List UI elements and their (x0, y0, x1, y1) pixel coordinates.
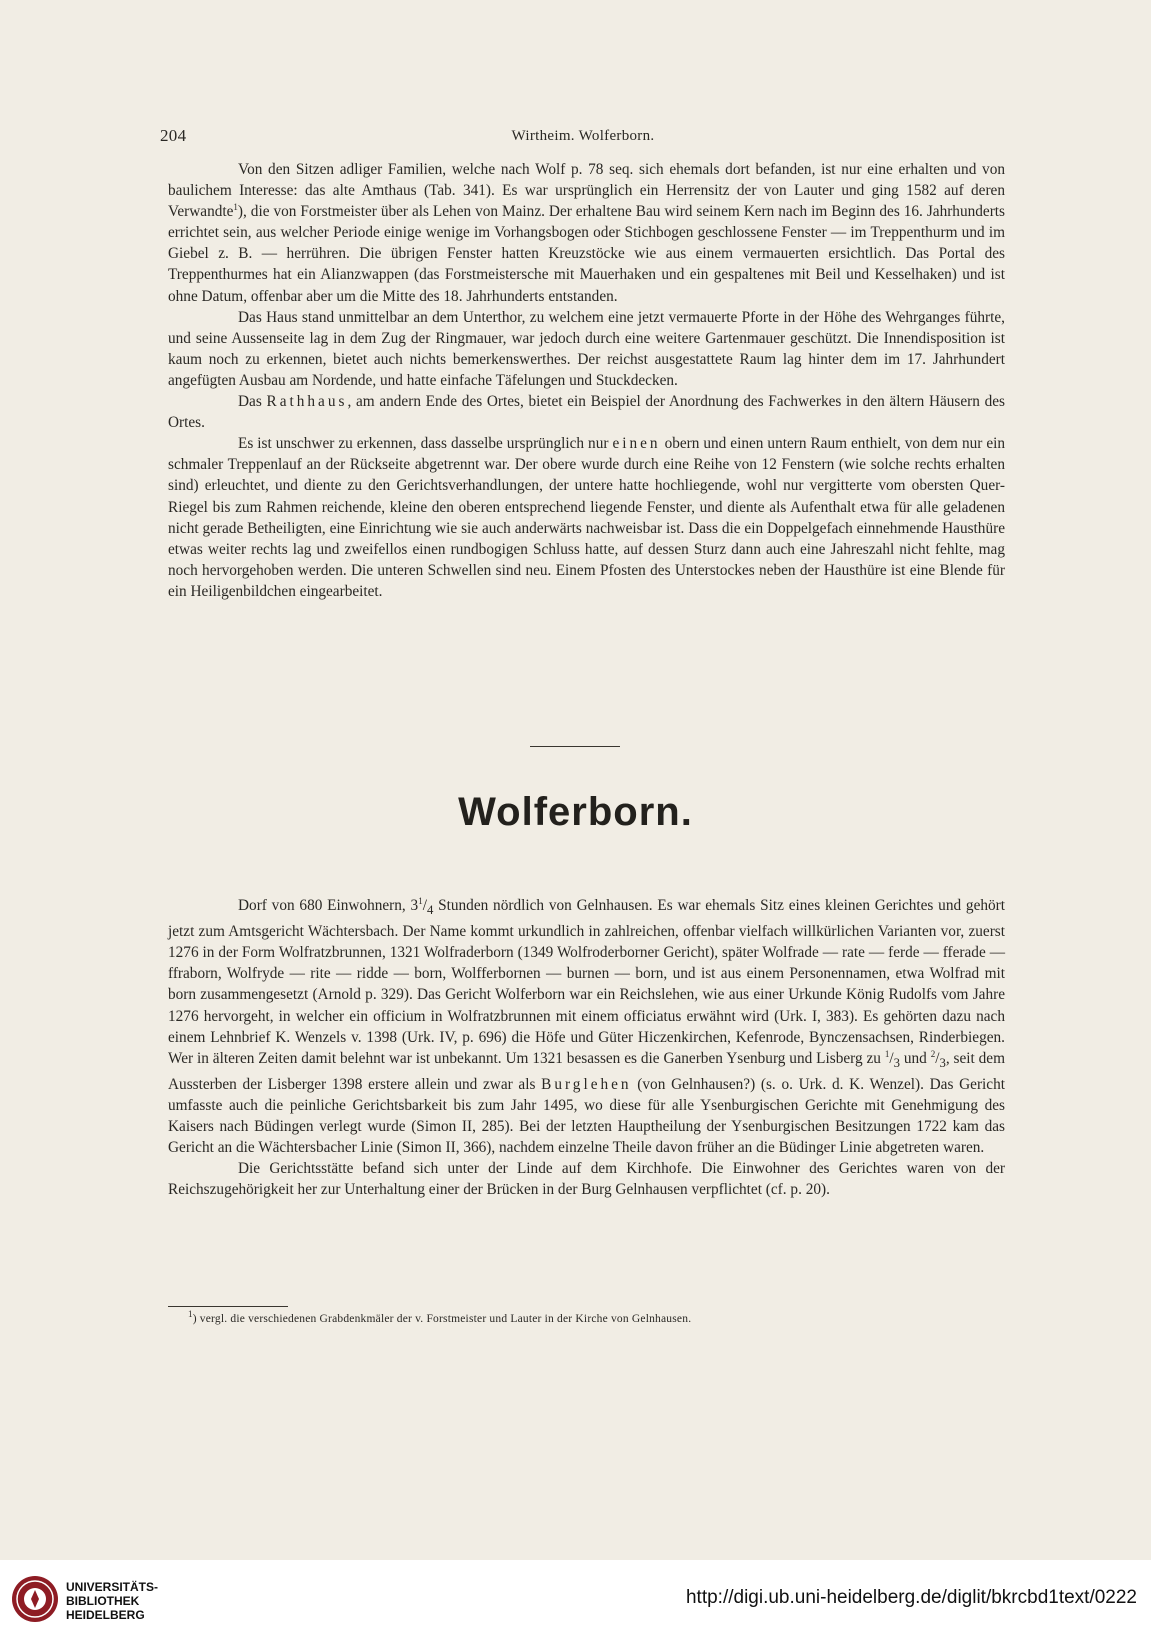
paragraph: Dorf von 680 Einwohnern, $3^1/_4$ Stunden nördlich von Gelnhausen. Es war ehemals Sitz eines kleinen Gerichtes und gehört jetzt zum Amtsgericht Wächtersbach. Der Name kommt urkundlich in zahlreichen, offenbar vielfach willkürlichen Varianten vor, zuerst 1276 in der Form Wolfratzbrunnen, 1321 Wolfraderborn (1349 Wolfroderborner Gericht), später Wolfrade — rate — ferde — fferade — ffraborn, Wolfryde — rite — ridde — born, Wolfferbornen — burnen — born, und ist aus einem Personennamen, etwa Wolfrad mit born zusammengesetzt (Arnold p. 329). Das Gericht Wolferborn war ein Reichslehen, wie aus einer Urkunde König Rudolfs vom Jahre 1276 hervorgeht, in welcher ein officium in Wolfratzbrunnen mit einem officiatus erwähnt wird (Urk. I, 383). Es gehörten dazu nach einem Lehnbrief K. Wenzels v. 1398 (Urk. IV, p. 696) die Höfe und Güter Hiczenkirchen, Kefenrode, Bynczensachsen, Rinderbiegen. Wer in älteren Zeiten damit belehnt war ist unbekannt. Um 1321 besassen es die Ganerben Ysenburg und Lisberg zu $^1/_3$ und $^2/_3$, seit dem Aussterben der Lisberger 1398 erstere allein und zwar als Burglehen (von Gelnhausen?) (s. o. Urk. d. K. Wenzel). Das Gericht umfasste auch die peinliche Gerichtsbarkeit bis zum Jahr 1495, wo diese für alle Ysenburgischen Gerichte mit Genehmigung des Kaisers nach Büdingen verlegt wurde (Simon II, 285). Bei der letzten Hauptheilung der Ysenburgischen Besitzungen 1722 kam das Gericht an die Wächtersbacher Linie (Simon II, 366), nachdem einzelne Theile davon früher an die Büdinger Linie abgetreten waren. (168, 895, 1006, 1157)
footnote-ref: 1 (233, 202, 238, 213)
spaced-term: einen (612, 435, 661, 453)
paragraph: Von den Sitzen adliger Familien, welche nach Wolf p. 78 seq. sich ehemals dort befanden, ist nur eine erhalten und von baulichem Interesse: das alte Amthaus (Tab. 341). Es war ursprünglich ein Herrensitz der von Lauter und ging 1582 auf deren Verwandte$^1$), die von Forstmeister über als Lehen von Mainz. Der erhaltene Bau wird seinem Kern nach im Beginn des 16. Jahrhunderts errichtet sein, aus welcher Periode einige wenige im Vorhangsbogen oder Stichbogen geschlossene Fenster — im Treppenthurm und im Giebel z. B. — herrühren. Die übrigen Fenster hatten Kreuzstöcke wie aus einem vermauerten ersichtlich. Das Portal des Treppenthurmes hat ein Alianzwappen (das Forstmeistersche mit Mauerhaken und ein gespaltenes mit Beil und Kesselhaken) und ist ohne Datum, offenbar aber um die Mitte des 18. Jahrhunderts entstanden. (168, 161, 1005, 305)
running-title: Wirtheim. Wolferborn. (511, 128, 655, 144)
paragraph: Das Rathhaus, am andern Ende des Ortes, bietet ein Beispiel der Anordnung des Fachwerkes in den ältern Häusern des Ortes. (168, 393, 1005, 432)
library-name: UNIVERSITÄTS- BIBLIOTHEK HEIDELBERG (66, 1580, 159, 1622)
section-divider (530, 746, 620, 747)
university-seal-icon (10, 1574, 60, 1624)
spaced-term: Burglehen (541, 1075, 632, 1093)
paragraph: Es ist unschwer zu erkennen, dass dasselbe ursprünglich nur einen obern und einen untern Raum enthielt, von dem nur ein schmaler Treppenlauf an der Rückseite abgetrennt war. Der obere wurde durch eine Reihe von 12 Fenstern (wie solche rechts erhalten sind) erleuchtet, und diente zu den Gerichtsverhandlungen, der untere hatte hochliegende, wohl nur vergitterte vom obersten Quer-Riegel bis zum Rahmen reichende, kleine den oberen entsprechend liegende Fenster, und diente als Aufenthalt etwa für alle geladenen nicht gerade Betheiligten, eine Einrichtung wie sie auch anderwärts nachweisbar ist. Dass die ein Doppelgefach einnehmende Hausthüre etwas weiter rechts lag und zweifellos einen rundbogigen Schluss hatte, auf dessen Sturz dann auch eine Jahreszahl nicht fehlte, mag noch hervorgehoben werden. Die unteren Schwellen sind neu. Einem Pfosten des Unterstockes neben der Hausthüre ist eine Blende für ein Heiligenbildchen eingearbeitet. (168, 435, 1006, 600)
paragraph: Das Haus stand unmittelbar an dem Unterthor, zu welchem eine jetzt vermauerte Pforte in der Höhe des Wehrganges führte, und seine Aussenseite lag in dem Zug der Ringmauer, war jedoch durch eine weitere Gartenmauer geschützt. Die Innendisposition ist kaum noch zu erkennen, bietet auch nichts bemerkenswerthes. Der reichst ausgestattete Raum lag hinter dem im 17. Jahrhundert angefügten Ausbau am Nordende, und hatte einfache Täfelungen und Stuckdecken. (168, 308, 1005, 389)
page-number: 204 (160, 126, 187, 145)
section-title: Wolferborn. (458, 790, 693, 834)
footnote-divider (168, 1306, 288, 1307)
footnote: $^1$) vergl. die verschiedenen Grabdenkmäler der v. Forstmeister und Lauter in der Kirche von Gelnhausen. (188, 1309, 692, 1325)
body-text-lower (168, 895, 1005, 1200)
source-url[interactable]: http://digi.ub.uni-heidelberg.de/diglit/bkrcbd1text/0222 (685, 1587, 1137, 1608)
body-text-upper (168, 159, 1005, 602)
spaced-term: Rathhaus (266, 393, 348, 411)
paragraph: Die Gerichtsstätte befand sich unter der Linde auf dem Kirchhofe. Die Einwohner des Gerichtes waren von der Reichszugehörigkeit her zur Unterhaltung einer der Brücken in der Burg Gelnhausen verpflichtet (cf. p. 20). (168, 1160, 1005, 1199)
